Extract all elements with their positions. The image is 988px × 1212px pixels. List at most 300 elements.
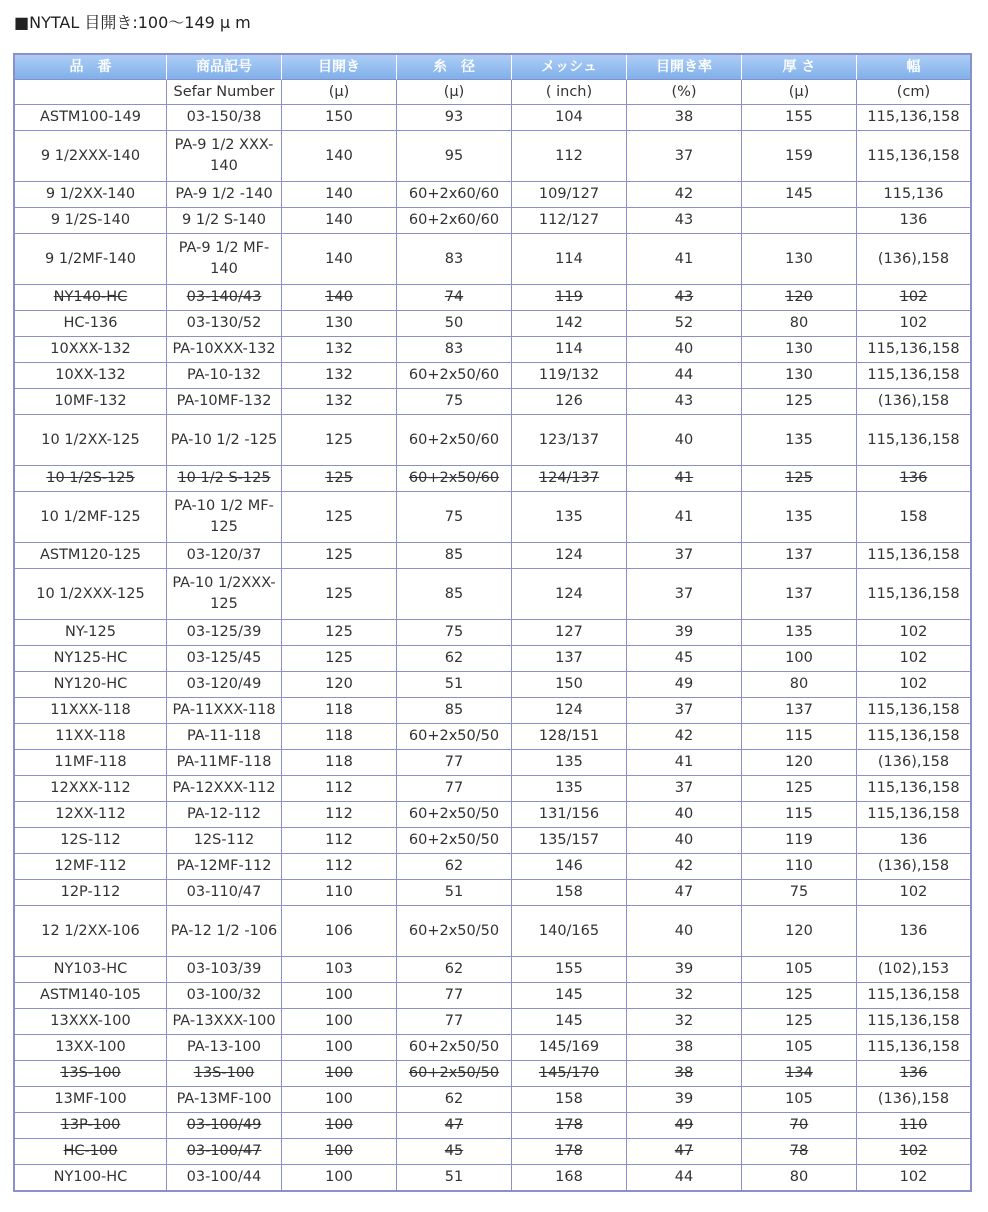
table-cell: 136 xyxy=(857,466,970,492)
table-cell: PA-10 1/2 MF-125 xyxy=(167,492,282,543)
table-cell: 85 xyxy=(397,698,512,724)
table-cell: 12MF-112 xyxy=(15,854,167,880)
table-cell: 112 xyxy=(282,802,397,828)
table-cell: 135 xyxy=(742,492,857,543)
table-cell: 178 xyxy=(512,1113,627,1139)
table-cell: 140 xyxy=(282,131,397,182)
table-cell: 03-130/52 xyxy=(167,311,282,337)
table-cell: (136),158 xyxy=(857,389,970,415)
table-row xyxy=(15,906,970,957)
table-cell: 42 xyxy=(627,854,742,880)
header-row xyxy=(15,55,970,80)
table-row xyxy=(15,776,970,802)
table-cell: 135/157 xyxy=(512,828,627,854)
table-cell: PA-9 1/2 XXX-140 xyxy=(167,131,282,182)
table-cell: 03-120/49 xyxy=(167,672,282,698)
table-cell: PA-13XXX-100 xyxy=(167,1009,282,1035)
unit-cell: (μ) xyxy=(742,80,857,105)
table-cell: 60+2x50/50 xyxy=(397,802,512,828)
table-cell: 158 xyxy=(512,880,627,906)
table-cell: 03-110/47 xyxy=(167,880,282,906)
table-cell: 32 xyxy=(627,983,742,1009)
table-cell: 10 1/2 S-125 xyxy=(167,466,282,492)
table-cell: 120 xyxy=(282,672,397,698)
table-cell: 118 xyxy=(282,750,397,776)
table-cell: 83 xyxy=(397,337,512,363)
unit-cell: (μ) xyxy=(282,80,397,105)
table-cell: 145/170 xyxy=(512,1061,627,1087)
table-cell: 100 xyxy=(282,1061,397,1087)
table-row xyxy=(15,1113,970,1139)
table-cell: 120 xyxy=(742,285,857,311)
table-cell: 126 xyxy=(512,389,627,415)
table-row xyxy=(15,363,970,389)
table-cell: 10 1/2S-125 xyxy=(15,466,167,492)
table-row xyxy=(15,828,970,854)
table-cell: 137 xyxy=(742,698,857,724)
table-cell: 140 xyxy=(282,234,397,285)
table-cell: 150 xyxy=(512,672,627,698)
table-cell: 140 xyxy=(282,285,397,311)
table-cell: 13XX-100 xyxy=(15,1035,167,1061)
column-header-open-area: 目開き率 xyxy=(627,55,742,80)
table-cell: 115,136,158 xyxy=(857,698,970,724)
units-row xyxy=(15,80,970,105)
table-cell: 03-100/32 xyxy=(167,983,282,1009)
table-cell: 83 xyxy=(397,234,512,285)
table-cell: 42 xyxy=(627,724,742,750)
table-cell: 43 xyxy=(627,208,742,234)
table-cell: 100 xyxy=(282,983,397,1009)
table-cell: 13P-100 xyxy=(15,1113,167,1139)
table-cell: 112 xyxy=(282,854,397,880)
table-cell: 39 xyxy=(627,957,742,983)
column-header-width: 幅 xyxy=(857,55,970,80)
table-cell: 134 xyxy=(742,1061,857,1087)
table-cell: 119 xyxy=(742,828,857,854)
table-cell: 03-100/44 xyxy=(167,1165,282,1190)
column-header-mesh: メッシュ xyxy=(512,55,627,80)
unit-cell xyxy=(15,80,167,105)
table-cell: 115,136,158 xyxy=(857,105,970,131)
table-cell: HC-136 xyxy=(15,311,167,337)
table-cell: 37 xyxy=(627,698,742,724)
table-cell: 132 xyxy=(282,363,397,389)
table-cell: 115,136,158 xyxy=(857,1035,970,1061)
table-cell: 100 xyxy=(282,1087,397,1113)
table-cell: 102 xyxy=(857,672,970,698)
table-cell: 115,136,158 xyxy=(857,543,970,569)
table-row xyxy=(15,1035,970,1061)
table-cell: 115,136,158 xyxy=(857,131,970,182)
table-cell: ASTM140-105 xyxy=(15,983,167,1009)
table-row xyxy=(15,1009,970,1035)
table-cell: 110 xyxy=(857,1113,970,1139)
table-cell: 106 xyxy=(282,906,397,957)
unit-cell: Sefar Number xyxy=(167,80,282,105)
table-cell: 10XXX-132 xyxy=(15,337,167,363)
table-cell: 37 xyxy=(627,131,742,182)
table-cell: 135 xyxy=(512,776,627,802)
table-cell: 142 xyxy=(512,311,627,337)
table-cell: 168 xyxy=(512,1165,627,1190)
table-row xyxy=(15,1139,970,1165)
table-cell xyxy=(742,208,857,234)
table-cell: 45 xyxy=(397,1139,512,1165)
table-cell: 9 1/2XXX-140 xyxy=(15,131,167,182)
table-cell: 12S-112 xyxy=(15,828,167,854)
table-cell: 43 xyxy=(627,285,742,311)
table-cell: 10 1/2MF-125 xyxy=(15,492,167,543)
table-cell: 13XXX-100 xyxy=(15,1009,167,1035)
table-cell: 40 xyxy=(627,337,742,363)
table-cell: (102),153 xyxy=(857,957,970,983)
table-cell: 11MF-118 xyxy=(15,750,167,776)
table-row xyxy=(15,543,970,569)
table-row xyxy=(15,182,970,208)
table-cell: 80 xyxy=(742,1165,857,1190)
table-cell: 102 xyxy=(857,646,970,672)
table-cell: 125 xyxy=(282,569,397,620)
table-cell: 115,136,158 xyxy=(857,802,970,828)
table-cell: 125 xyxy=(742,1009,857,1035)
table-cell: 127 xyxy=(512,620,627,646)
table-cell: PA-10-132 xyxy=(167,363,282,389)
table-cell: 102 xyxy=(857,880,970,906)
table-cell: 105 xyxy=(742,1087,857,1113)
table-cell: 105 xyxy=(742,1035,857,1061)
table-cell: PA-13MF-100 xyxy=(167,1087,282,1113)
table-cell: 45 xyxy=(627,646,742,672)
table-cell: 137 xyxy=(742,569,857,620)
table-cell: 13MF-100 xyxy=(15,1087,167,1113)
table-cell: 137 xyxy=(742,543,857,569)
table-cell: 77 xyxy=(397,983,512,1009)
table-cell: 62 xyxy=(397,646,512,672)
table-row xyxy=(15,569,970,620)
table-cell: 62 xyxy=(397,1087,512,1113)
table-cell: 10 1/2XXX-125 xyxy=(15,569,167,620)
table-cell: 32 xyxy=(627,1009,742,1035)
table-cell: 136 xyxy=(857,828,970,854)
table-row xyxy=(15,854,970,880)
table-cell: 75 xyxy=(397,620,512,646)
table-cell: 145 xyxy=(512,983,627,1009)
table-cell: 9 1/2MF-140 xyxy=(15,234,167,285)
table-cell: 9 1/2 S-140 xyxy=(167,208,282,234)
table-cell: 115,136,158 xyxy=(857,363,970,389)
table-cell: 11XX-118 xyxy=(15,724,167,750)
table-cell: 03-103/39 xyxy=(167,957,282,983)
table-cell: 60+2x50/60 xyxy=(397,466,512,492)
table-cell: 52 xyxy=(627,311,742,337)
table-cell: PA-9 1/2 -140 xyxy=(167,182,282,208)
column-header-sefar-number: 商品記号 xyxy=(167,55,282,80)
table-cell: PA-12MF-112 xyxy=(167,854,282,880)
table-cell: ASTM120-125 xyxy=(15,543,167,569)
table-cell: 03-100/47 xyxy=(167,1139,282,1165)
table-cell: PA-10XXX-132 xyxy=(167,337,282,363)
table-cell: 40 xyxy=(627,415,742,466)
table-cell: 60+2x50/50 xyxy=(397,1061,512,1087)
table-cell: 118 xyxy=(282,724,397,750)
table-cell: 75 xyxy=(397,492,512,543)
table-cell: 60+2x60/60 xyxy=(397,208,512,234)
table-cell: 49 xyxy=(627,672,742,698)
table-cell: 136 xyxy=(857,208,970,234)
table-cell: 112 xyxy=(282,776,397,802)
table-row xyxy=(15,105,970,131)
table-cell: 60+2x50/50 xyxy=(397,1035,512,1061)
table-cell: 114 xyxy=(512,234,627,285)
table-cell: 128/151 xyxy=(512,724,627,750)
table-row xyxy=(15,698,970,724)
table-cell: 11XXX-118 xyxy=(15,698,167,724)
table-cell: 39 xyxy=(627,620,742,646)
table-cell: 85 xyxy=(397,569,512,620)
table-cell: (136),158 xyxy=(857,234,970,285)
table-cell: 12S-112 xyxy=(167,828,282,854)
table-cell: 125 xyxy=(282,543,397,569)
table-row xyxy=(15,750,970,776)
table-cell: 03-150/38 xyxy=(167,105,282,131)
table-row xyxy=(15,337,970,363)
unit-cell: (%) xyxy=(627,80,742,105)
table-cell: 100 xyxy=(282,1009,397,1035)
table-row xyxy=(15,311,970,337)
table-cell: 38 xyxy=(627,1035,742,1061)
table-cell: PA-11MF-118 xyxy=(167,750,282,776)
table-cell: NY-125 xyxy=(15,620,167,646)
table-cell: 115,136,158 xyxy=(857,569,970,620)
table-cell: 115,136,158 xyxy=(857,1009,970,1035)
table-cell: 155 xyxy=(742,105,857,131)
table-row xyxy=(15,880,970,906)
table-cell: 115,136,158 xyxy=(857,724,970,750)
table-cell: 135 xyxy=(742,620,857,646)
column-header-thread-diameter: 糸 径 xyxy=(397,55,512,80)
table-cell: 125 xyxy=(282,466,397,492)
table-row xyxy=(15,234,970,285)
table-cell: 125 xyxy=(282,620,397,646)
table-row xyxy=(15,285,970,311)
column-header-opening: 目開き xyxy=(282,55,397,80)
table-cell: PA-12XXX-112 xyxy=(167,776,282,802)
table-cell: 77 xyxy=(397,1009,512,1035)
table-cell: 112 xyxy=(512,131,627,182)
table-cell: 102 xyxy=(899,1169,928,1185)
table-cell: PA-11-118 xyxy=(167,724,282,750)
table-cell: 12XX-112 xyxy=(15,802,167,828)
table-cell: PA-10 1/2XXX-125 xyxy=(167,569,282,620)
table-cell: 41 xyxy=(627,234,742,285)
table-cell: 136 xyxy=(857,1061,970,1087)
table-cell: ASTM100-149 xyxy=(15,105,167,131)
table-cell: NY140-HC xyxy=(15,285,167,311)
table-cell: 03-100/49 xyxy=(167,1113,282,1139)
table-cell: 119 xyxy=(512,285,627,311)
table-cell: 60+2x50/60 xyxy=(397,363,512,389)
table-row xyxy=(15,1087,970,1113)
table-row xyxy=(15,389,970,415)
table-cell: 112 xyxy=(282,828,397,854)
table-cell: 38 xyxy=(627,1061,742,1087)
table-cell: 95 xyxy=(397,131,512,182)
table-cell: 44 xyxy=(627,363,742,389)
table-cell: 100 xyxy=(282,1035,397,1061)
table-cell: 145/169 xyxy=(512,1035,627,1061)
table-cell: 60+2x50/50 xyxy=(397,906,512,957)
table-cell: 130 xyxy=(742,363,857,389)
table-cell: 47 xyxy=(627,1139,742,1165)
table-cell: 03-125/45 xyxy=(167,646,282,672)
table-cell: 62 xyxy=(397,957,512,983)
table-cell: 115,136,158 xyxy=(857,415,970,466)
table-row xyxy=(15,466,970,492)
table-cell: 75 xyxy=(397,389,512,415)
table-cell: (136),158 xyxy=(857,854,970,880)
table-cell: PA-11XXX-118 xyxy=(167,698,282,724)
table-cell: 37 xyxy=(627,569,742,620)
table-cell: 124 xyxy=(512,543,627,569)
table-cell: 51 xyxy=(397,672,512,698)
table-cell: 130 xyxy=(282,311,397,337)
table-cell: NY100-HC xyxy=(15,1165,167,1190)
table-cell: 123/137 xyxy=(512,415,627,466)
table-row xyxy=(15,1165,970,1190)
column-header-thickness: 厚 さ xyxy=(742,55,857,80)
table-cell: 03-140/43 xyxy=(167,285,282,311)
table-cell: 38 xyxy=(627,105,742,131)
specification-table xyxy=(13,53,972,1192)
table-cell: 125 xyxy=(282,492,397,543)
table-cell: 75 xyxy=(742,880,857,906)
table-row xyxy=(15,646,970,672)
table-row xyxy=(15,620,970,646)
table-cell: (136),158 xyxy=(857,1087,970,1113)
table-cell: 102 xyxy=(857,285,970,311)
table-cell: 105 xyxy=(742,957,857,983)
table-row xyxy=(15,957,970,983)
table-cell: 41 xyxy=(627,492,742,543)
table-cell: 131/156 xyxy=(512,802,627,828)
table-cell: 178 xyxy=(512,1139,627,1165)
table-cell: 77 xyxy=(397,776,512,802)
table-cell: 110 xyxy=(742,854,857,880)
table-cell: 03-125/39 xyxy=(167,620,282,646)
table-cell: NY120-HC xyxy=(15,672,167,698)
table-cell: 85 xyxy=(397,543,512,569)
table-cell: 159 xyxy=(742,131,857,182)
table-cell: 145 xyxy=(742,182,857,208)
table-cell: 80 xyxy=(742,311,857,337)
table-cell: 150 xyxy=(282,105,397,131)
table-cell: 110 xyxy=(282,880,397,906)
table-cell: 102 xyxy=(857,1139,970,1165)
table-cell: 104 xyxy=(512,105,627,131)
table-cell: NY125-HC xyxy=(15,646,167,672)
table-cell: 60+2x50/50 xyxy=(397,828,512,854)
table-cell: 115,136,158 xyxy=(857,983,970,1009)
table-cell: 125 xyxy=(742,776,857,802)
page-title: ■NYTAL 目開き:100〜149 μ m xyxy=(14,13,251,32)
table-cell: 124 xyxy=(512,569,627,620)
table-cell: PA-10MF-132 xyxy=(167,389,282,415)
table-cell: 125 xyxy=(282,415,397,466)
table-cell: 120 xyxy=(742,906,857,957)
table-cell: 114 xyxy=(512,337,627,363)
table-row xyxy=(15,724,970,750)
table-cell: 118 xyxy=(282,698,397,724)
table-cell: 50 xyxy=(397,311,512,337)
table-cell: 145 xyxy=(512,1009,627,1035)
table-cell: 37 xyxy=(627,776,742,802)
table-cell: 41 xyxy=(627,466,742,492)
table-cell: PA-12 1/2 -106 xyxy=(167,906,282,957)
table-cell: 10XX-132 xyxy=(15,363,167,389)
table-cell: 140 xyxy=(282,182,397,208)
table-cell: 115,136 xyxy=(857,182,970,208)
table-cell: 40 xyxy=(627,802,742,828)
table-cell: 40 xyxy=(627,906,742,957)
table-cell: 78 xyxy=(742,1139,857,1165)
column-header-product-code: 品 番 xyxy=(15,55,167,80)
table-cell: 119/132 xyxy=(512,363,627,389)
table-cell: 49 xyxy=(627,1113,742,1139)
table-cell: 115,136,158 xyxy=(857,776,970,802)
table-cell: 125 xyxy=(282,646,397,672)
table-row xyxy=(15,1061,970,1087)
table-cell: 120 xyxy=(742,750,857,776)
table-row xyxy=(15,802,970,828)
table-cell: 140 xyxy=(282,208,397,234)
table-cell: 100 xyxy=(282,1139,397,1165)
table-cell: 158 xyxy=(857,492,970,543)
table-cell: 115 xyxy=(742,802,857,828)
table-cell: 137 xyxy=(512,646,627,672)
table-row xyxy=(15,208,970,234)
table-cell: PA-10 1/2 -125 xyxy=(167,415,282,466)
table-cell: 112/127 xyxy=(512,208,627,234)
table-cell: 100 xyxy=(742,646,857,672)
table-cell: 109/127 xyxy=(512,182,627,208)
table-cell: 12XXX-112 xyxy=(15,776,167,802)
table-cell: 80 xyxy=(742,672,857,698)
table-row xyxy=(15,131,970,182)
table-cell: 60+2x60/60 xyxy=(397,182,512,208)
table-cell: 9 1/2S-140 xyxy=(15,208,167,234)
table-cell: 132 xyxy=(282,389,397,415)
table-row xyxy=(15,983,970,1009)
table-cell: 44 xyxy=(627,1165,742,1190)
table-cell: 41 xyxy=(627,750,742,776)
table-cell: 115,136,158 xyxy=(857,337,970,363)
table-cell: 13S-100 xyxy=(15,1061,167,1087)
table-cell: 125 xyxy=(742,389,857,415)
table-row xyxy=(15,415,970,466)
table-cell: 130 xyxy=(742,337,857,363)
table-cell: 10MF-132 xyxy=(15,389,167,415)
table-cell: (136),158 xyxy=(857,750,970,776)
table-cell: 12 1/2XX-106 xyxy=(15,906,167,957)
table-cell: 124/137 xyxy=(512,466,627,492)
table-cell: 135 xyxy=(742,415,857,466)
table-row xyxy=(15,492,970,543)
table-cell: 115 xyxy=(742,724,857,750)
table-cell: 60+2x50/60 xyxy=(397,415,512,466)
table-cell: PA-12-112 xyxy=(167,802,282,828)
table-cell: 140/165 xyxy=(512,906,627,957)
